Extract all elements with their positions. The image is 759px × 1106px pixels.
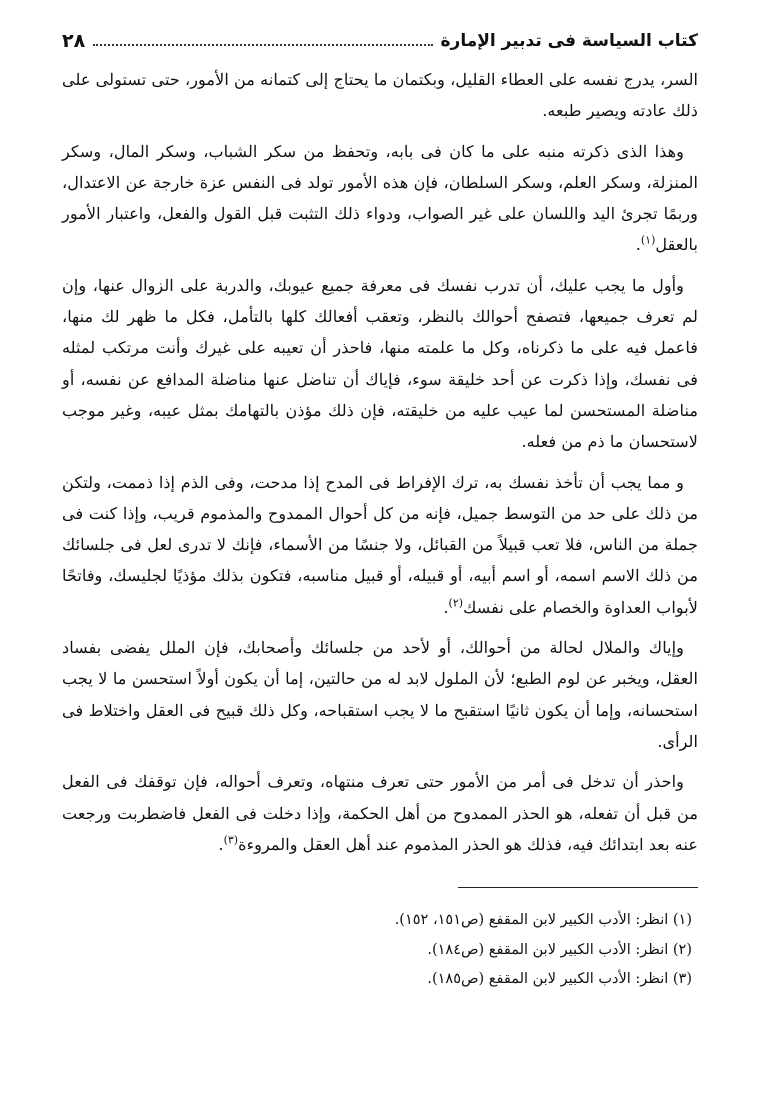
footnote-marker-2[interactable]: (٢)	[448, 596, 464, 610]
book-page	[62, 26, 698, 1086]
paragraph-text: السر، يدرج نفسه على العطاء القليل، وبكتمان ما يحتاج إلى كتمانه من الأمور، حتى تستولى على ذلك عادته ويصير طبعه.	[62, 70, 698, 121]
paragraph-text: وأول ما يجب عليك، أن تدرب نفسك فى معرفة جميع عيوبك، والدربة على الزوال عنها، وإن لم تعرف جميعها، فتصفح أحوالك بالنظر، وتعقب أفعالك كلها بالتأمل، فكل ما ظهر لك منها، فاعمل فيه على ما ذكرناه، وكل ما علمته منها، فاحذر أن تعيبه على غيرك وأنت مرتكب لمثله فى نفسك، وإذا ذكرت عن أحد خليقة سوء، فإياك أن تناضل عنها مناضلة المدافع عن نفسه، أو مناضلة المستحسن لما عيب عليه من خليقته، فإن ذلك مؤذن بالتهامك بمثل عيبه، وغير موجب لاستحسان ما ذم من فعله.	[62, 275, 698, 452]
paragraph-2: وهذا الذى ذكرته منبه على ما كان فى بابه، وتحفظ من سكر الشباب، وسكر المال، وسكر المنزلة، وسكر العلم، وسكر السلطان، فإن هذه الأمور تولد فى النفس عزة خارجة عن الاعتدال، وربمًا تجرئ اليد واللسان على غير الصواب، ودواء ذلك التثبت قبل القول والفعل، واعتبار الأمور بالعقل$^{(١)}$.	[62, 141, 698, 255]
paragraph-text: و مما يجب أن تأخذ نفسك به، ترك الإفراط فى المدح إذا مدحت، وفى الذم إذا ذممت، ولتكن من ذلك على حد من التوسط جميل، فإنه من كل أحوال الممدوح والمذموم قريب، وإذا كنت فى جملة من الناس، فلا تعب قبيلاً من القبائل، ولا جنسًا من الأسماء، فإنك لا تدرى لعل فى جلسائك من ذلك الاسم اسمه، أو اسم أبيه، أو قبيله، أو قبيل مناسبه، فتكون بذلك مؤذيًا لجليسك، وفاتحًا لأبواب العداوة والخصام على نفسك	[62, 472, 698, 617]
footnote-1: (١) انظر: الأدب الكبير لابن المقفع (ص١٥١، ١٥٢).	[394, 912, 692, 929]
paragraph-6: واحذر أن تدخل فى أمر من الأمور حتى تعرف منتهاه، وتعرف أحواله، فإن توقفك فى الفعل من قبل أن تفعله، هو الحذر الممدوح من أهل الحكمة، وإذا دخلت فى الفعل فاضطربت ورجعت عنه بعد ابتدائك فيه، فذلك هو الحذر المذموم عند أهل العقل والمروءة$^{(٣)}$.	[62, 772, 698, 854]
paragraph-1	[62, 64, 698, 127]
footnotes	[62, 906, 698, 995]
footnote-3: (٣) انظر: الأدب الكبير لابن المقفع (ص١٨٥).	[427, 971, 692, 988]
paragraph-5	[62, 632, 698, 757]
paragraph-text: واحذر أن تدخل فى أمر من الأمور حتى تعرف منتهاه، وتعرف أحواله، فإن توقفك فى الفعل من قبل أن تفعله، هو الحذر الممدوح من أهل الحكمة، وإذا دخلت فى الفعل فاضطربت ورجعت عنه بعد ابتدائك فيه، فذلك هو الحذر المذموم عند أهل العقل والمروءة	[62, 772, 698, 854]
footnote-marker-1[interactable]: (١)	[640, 234, 656, 248]
footnote-marker-3[interactable]: (٣)	[223, 833, 239, 847]
header-dotted-leader	[93, 44, 432, 46]
paragraph-text: وهذا الذى ذكرته منبه على ما كان فى بابه، وتحفظ من سكر الشباب، وسكر المال، وسكر المنزلة، وسكر العلم، وسكر السلطان، فإن هذه الأمور تولد فى النفس عزة خارجة عن الاعتدال، وربمًا تجرئ اليد واللسان على غير الصواب، ودواء ذلك التثبت قبل القول والفعل، واعتبار الأمور بالعقل	[62, 141, 698, 255]
running-title: كتاب السياسة فى تدبير الإمارة	[440, 31, 698, 51]
paragraph-text: وإياك والملال لحالة من أحوالك، أو لأحد من جلسائك وأصحابك، فإن الملل يفضى بفساد العقل، ويخبر عن لوم الطبع؛ لأن الملول لابد له من حالتين، إما أن يكون أولاً استحسن ما لا يجب استحسانه، وإما أن يكون ثانيًا استقبح ما لا يجب استقباحه، وكل ذلك قبيح فى العقل واختلاط فى الرأى.	[62, 638, 698, 751]
main-text	[62, 64, 698, 860]
page-number: ٢٨	[62, 30, 86, 52]
paragraph-3	[62, 270, 698, 458]
footnote-2: (٢) انظر: الأدب الكبير لابن المقفع (ص١٨٤).	[427, 941, 692, 958]
footnote-separator	[458, 887, 698, 888]
page-header	[62, 26, 698, 56]
paragraph-4: و مما يجب أن تأخذ نفسك به، ترك الإفراط فى المدح إذا مدحت، وفى الذم إذا ذممت، ولتكن من ذلك على حد من التوسط جميل، فإنه من كل أحوال الممدوح والمذموم قريب، وإذا كنت فى جملة من الناس، فلا تعب قبيلاً من القبائل، ولا جنسًا من الأسماء، فإنك لا تدرى لعل فى جلسائك من ذلك الاسم اسمه، أو اسم أبيه، أو قبيله، أو قبيل مناسبه، فتكون بذلك مؤذيًا لجليسك، وفاتحًا لأبواب العداوة والخصام على نفسك$^{(٢)}$.	[62, 472, 698, 617]
